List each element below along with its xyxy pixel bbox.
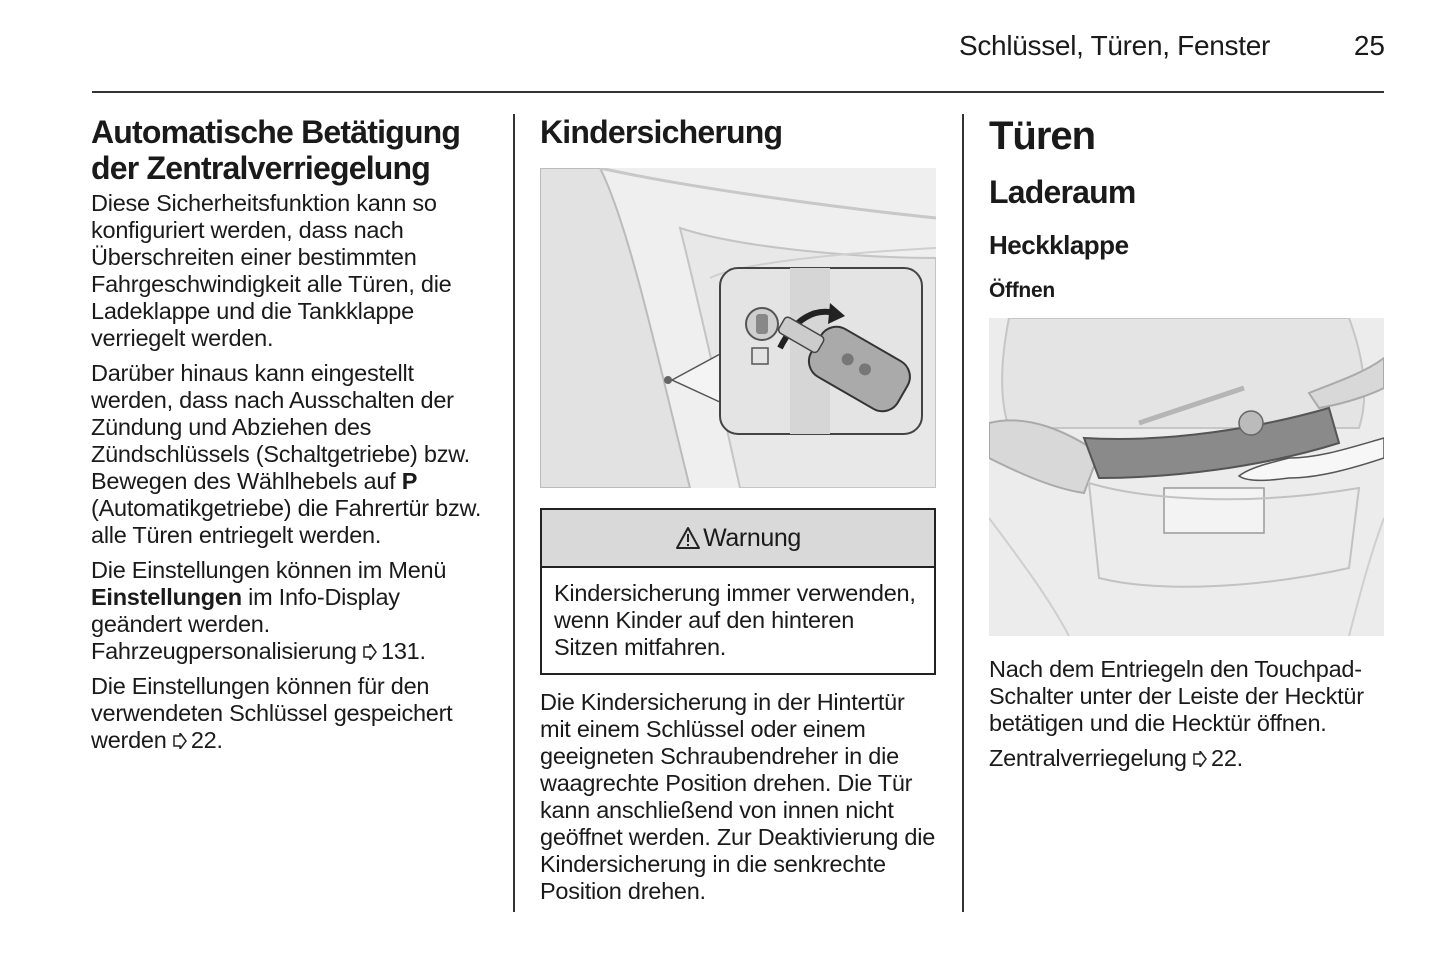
text: (Automatikgetriebe) die Fahrertür bzw. alle Türen entriegelt werden. [91, 495, 482, 548]
bold-text: Einstellungen [91, 584, 242, 610]
text: Die Einstellungen können für den verwendeten Schlüssel gespeichert werden [91, 673, 453, 753]
text: Darüber hinaus kann eingestellt werden, dass nach Ausschalten der Zündung und Abziehen des Zündschlüssels (Schaltgetriebe) bzw. Bewegen des Wählhebels auf [91, 360, 470, 494]
page-reference[interactable]: 22. [190, 727, 223, 753]
warning-title: Warnung [703, 523, 801, 552]
paragraph [91, 360, 491, 549]
paragraph [989, 745, 1387, 772]
page-reference[interactable]: 131. [381, 638, 426, 664]
paragraph: Diese Sicherheitsfunktion kann so konfiguriert werden, dass nach Überschreiten einer bestimmten Fahrgeschwindigkeit alle Türen, die Ladeklappe und die Tankklappe verriegelt werden. [91, 190, 452, 351]
warning-box [540, 508, 936, 675]
paragraph [91, 673, 491, 754]
column-divider-right [962, 114, 964, 912]
page-number: 25 [1353, 30, 1385, 61]
column-doors [989, 114, 1387, 772]
section-heading: Laderaum [989, 174, 1136, 210]
reference-arrow-icon [363, 644, 377, 660]
paragraph: Die Kindersicherung in der Hintertür mit einem Schlüssel oder einem geeigneten Schraubendreher in die waagrechte Position drehen. Die Tür kann anschließend von innen nicht geöffnet werden. Zur Deaktivierung die Kindersicherung in die senkrechte Position drehen. [540, 689, 936, 904]
subsection-heading: Heckklappe [989, 230, 1129, 260]
page-reference[interactable]: 22. [1211, 745, 1243, 771]
paragraph: Nach dem Entriegeln den Touchpad-Schalter unter der Leiste der Hecktür betätigen und die Hecktür öffnen. [989, 656, 1364, 736]
chapter-heading: Türen [989, 114, 1096, 158]
text: Die Einstellungen können im Menü [91, 557, 447, 583]
column-automatic-locking [91, 114, 491, 754]
child-lock-illustration [540, 168, 936, 488]
text: im Info-Display geändert werden. Fahrzeugpersonalisierung [91, 584, 400, 664]
column-child-lock [540, 114, 940, 905]
section-heading: Kindersicherung [540, 114, 783, 150]
tailgate-drawing [989, 318, 1384, 636]
warning-triangle-icon [675, 526, 701, 550]
warning-text: Kindersicherung immer verwenden, wenn Kinder auf den hinteren Sitzen mitfahren. [554, 580, 916, 660]
reference-arrow-icon [1193, 751, 1207, 767]
paragraph [91, 557, 491, 665]
reference-arrow-icon [173, 733, 187, 749]
bold-text: P [401, 468, 418, 494]
minor-heading: Öffnen [989, 279, 1055, 302]
column-divider-left [513, 114, 515, 912]
child-lock-drawing [540, 168, 936, 488]
text: Zentralverriegelung [989, 745, 1193, 771]
tailgate-illustration [989, 318, 1384, 636]
section-heading: Automatische Betätigung der Zentralverriegelung [91, 114, 461, 186]
header-title: Schlüssel, Türen, Fenster [958, 30, 1270, 61]
header-rule [92, 91, 1384, 93]
warning-header [542, 510, 934, 568]
